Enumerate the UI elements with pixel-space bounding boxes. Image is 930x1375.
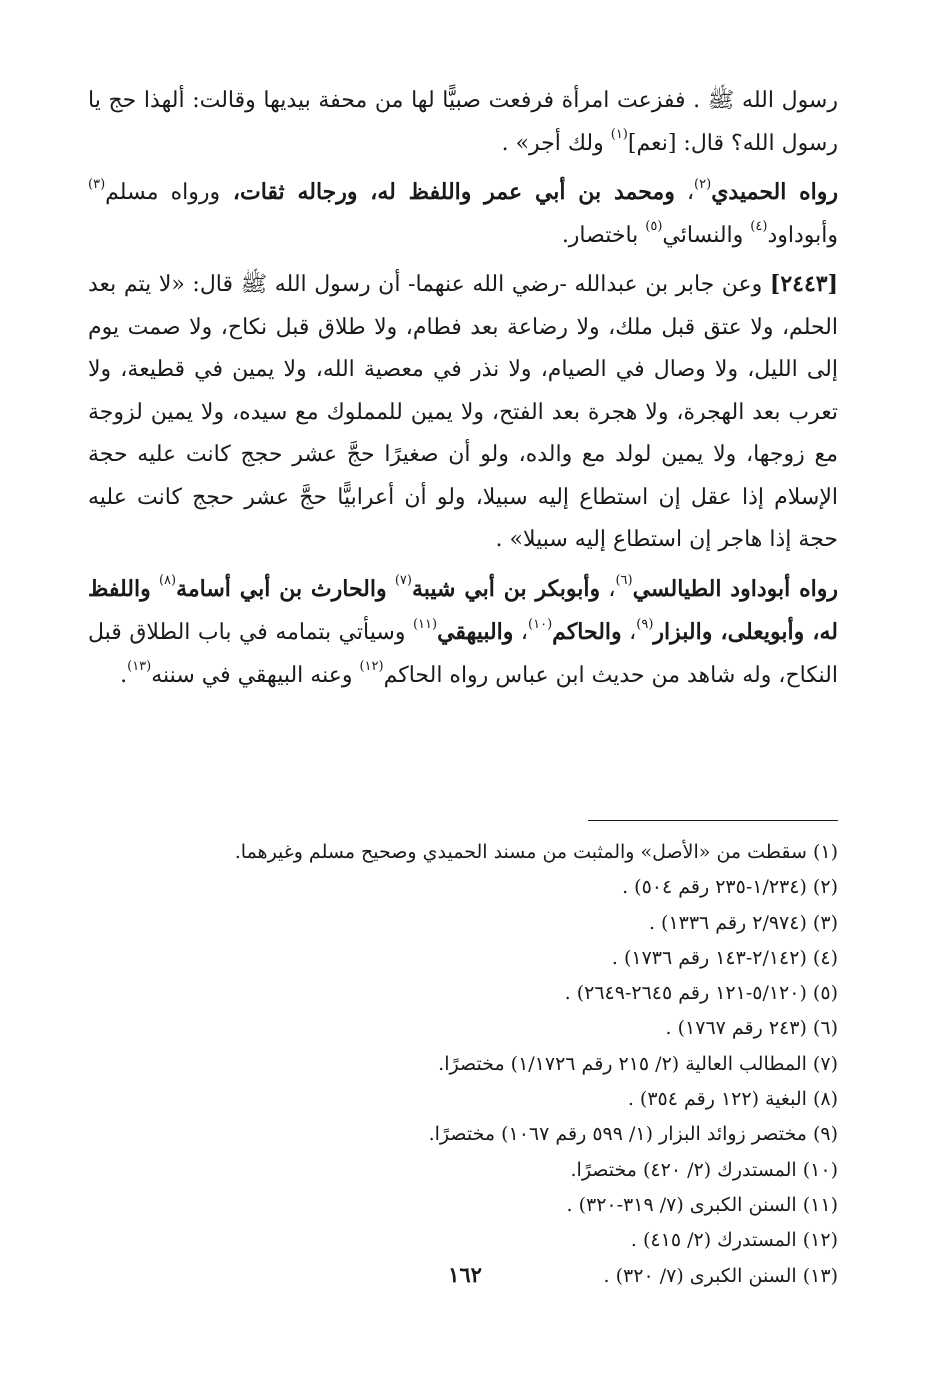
footnote-ref: (٦): [615, 573, 633, 589]
text: والنسائي: [662, 222, 751, 248]
footnote-ref: (١٢): [359, 659, 384, 675]
text: ،: [674, 180, 695, 205]
footnote-item: (٦) (٢٤٣ رقم ١٧٦٧) .: [665, 1017, 838, 1040]
text: وعنه البيهقي في سننه: [151, 662, 360, 688]
source-name: وأبوبكر بن أبي شيبة: [411, 575, 601, 602]
footnote-item: (١١) السنن الكبرى (٧/ ٣١٩-٣٢٠) .: [566, 1193, 838, 1216]
text: ورواه مسلم: [105, 180, 221, 205]
main-text: [88, 80, 838, 697]
text: ،: [600, 576, 616, 602]
hadith-text: رسول الله ﷺ . ففزعت امرأة فرفعت صبيًّا لها من محفة بيديها وقالت: ألهذا حج يا رسول الله؟ قال: [نعم]: [88, 88, 838, 156]
hadith-text: ولك أجر» .: [501, 130, 611, 156]
footnote-item: (٤) (٢/١٤٢-١٤٣ رقم ١٧٣٦) .: [611, 946, 838, 969]
paragraph-hadith-continuation: [88, 80, 838, 165]
footnote-ref: (١): [610, 127, 628, 143]
footnote-ref: (٨): [158, 573, 177, 589]
source-name: رواه الحميدي: [711, 179, 838, 205]
source-name: والحاكم: [552, 619, 622, 645]
hadith-text: وعن جابر بن عبدالله -رضي الله عنهما- أن رسول الله ﷺ قال: «لا يتم بعد الحلم، ولا عتق قبل ملك، ولا رضاعة بعد فطام، ولا طلاق قبل نكاح، ولا صمت يوم إلى الليل، ولا وصال في الصيام، ولا نذر في معصية الله، ولا يمين في قطيعة، ولا تعرب بعد الهجرة، ولا هجرة بعد الفتح، ولا يمين للمملوك مع سيده، ولا يمين لزوجة مع زوجها، ولا يمين لولد مع والده، ولو أن صغيرًا حجَّ عشر حجج كانت عليه حجة الإسلام إذا عقل إن استطاع إليه سبيلا، ولو أن أعرابيًّا حجَّ عشر حجج كانت عليه حجة إذا هاجر إن استطاع إليه سبيلا» .: [88, 272, 838, 552]
footnote-ref: (٤): [750, 219, 768, 235]
footnote-item: (٢) (١/٢٣٤-٢٣٥ رقم ٥٠٤) .: [622, 876, 838, 899]
footnote-ref: (١١): [412, 616, 438, 632]
page-number: ١٦٢: [448, 1262, 482, 1287]
footnote-ref: (١٠): [528, 616, 553, 632]
source-name: رواه أبوداود الطيالسي: [632, 575, 838, 602]
footnote-item: (٩) مختصر زوائد البزار (١/ ٥٩٩ رقم ١٠٦٧) مختصرًا.: [428, 1123, 838, 1146]
footnote-ref: (٩): [636, 616, 654, 632]
text: [387, 577, 395, 602]
footnote-item: (١٣) السنن الكبرى (٧/ ٣٢٠) .: [603, 1264, 838, 1287]
source-name: ومحمد بن أبي عمر واللفظ له، ورجاله ثقات،: [220, 179, 675, 205]
footnote-ref: (٢): [694, 176, 712, 192]
source-name: والحارث بن أبي أسامة: [176, 575, 387, 602]
footnotes-list: [88, 835, 838, 1294]
paragraph-takhrij-2443: [88, 568, 838, 698]
footnote-item: (١٢) المستدرك (٢/ ٤١٥) .: [630, 1229, 838, 1252]
footnote-item: (٥) (٥/١٢٠-١٢١ رقم ٢٦٤٥-٢٦٤٩) .: [564, 982, 838, 1005]
text: [151, 577, 159, 602]
text: وسيأتي بتمامه في باب الطلاق قبل النكاح، وله شاهد من حديث ابن عباس رواه الحاكم: [88, 620, 838, 688]
paragraph-hadith-2443: [88, 263, 838, 562]
footnote-item: (٣) (٢/٩٧٤ رقم ١٣٣٦) .: [648, 911, 838, 934]
text: .: [120, 662, 128, 688]
footnote-ref: (٧): [394, 573, 412, 589]
source-name: والبيهقي: [437, 619, 514, 645]
paragraph-takhrij: [88, 171, 838, 257]
text: باختصار.: [561, 222, 646, 248]
footnote-ref: (٥): [645, 219, 663, 235]
footnote-item: (٨) البغية (١٢٢ رقم ٣٥٤) .: [627, 1088, 838, 1111]
footnote-item: (١٠) المستدرك (٢/ ٤٢٠) مختصرًا.: [570, 1158, 838, 1181]
footnote-item: (١) سقطت من «الأصل» والمثبت من مسند الحميدي وصحيح مسلم وغيرهما.: [234, 841, 838, 863]
text: ،: [621, 620, 637, 645]
hadith-number: [٢٤٤٣]: [769, 271, 838, 297]
footnote-ref: (٣): [88, 176, 106, 192]
footnote-ref: (١٣): [127, 659, 152, 675]
text: وأبوداود: [767, 222, 838, 248]
source-name: واللفظ له، وأبويعلى، والبزار: [88, 575, 838, 645]
text: ،: [513, 620, 529, 645]
footnote-item: (٧) المطالب العالية (٢/ ٢١٥ رقم ١/١٧٢٦) مختصرًا.: [438, 1052, 838, 1075]
footnote-divider: [588, 820, 838, 821]
